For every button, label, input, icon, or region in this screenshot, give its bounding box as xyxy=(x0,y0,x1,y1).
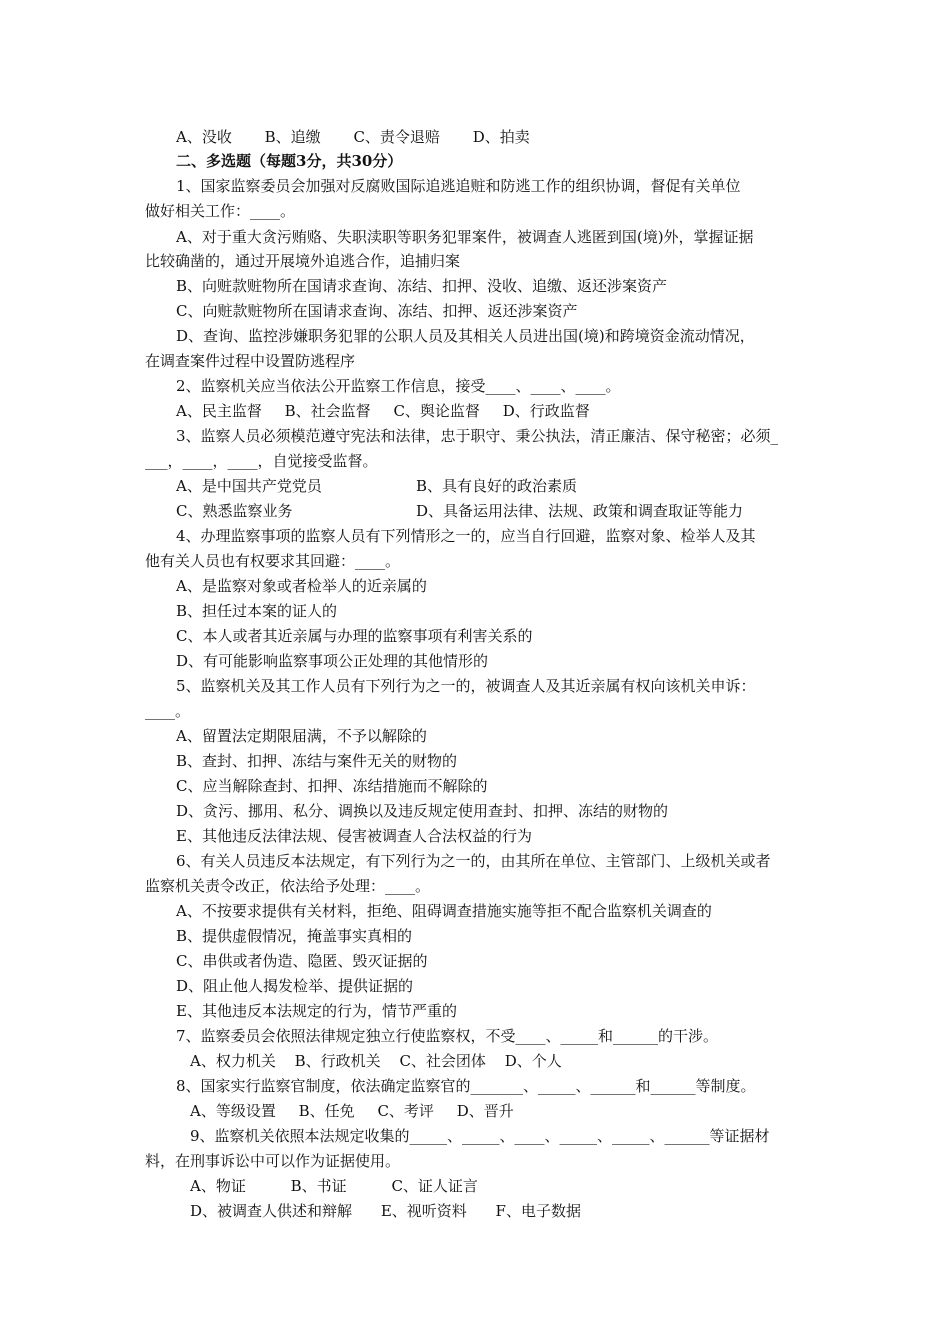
option: A、民主监督 xyxy=(176,402,262,420)
option: C、熟悉监察业务 xyxy=(176,502,293,520)
question-stem: 5、监察机关及其工作人员有下列行为之一的，被调查人及其近亲属有权向该机关申诉： xyxy=(176,677,756,695)
option-row xyxy=(190,1051,832,1071)
option: D、个人 xyxy=(504,1052,562,1070)
option-row xyxy=(190,1101,832,1121)
option-row xyxy=(176,476,832,496)
option: A、留置法定期限届满，不予以解除的 xyxy=(176,727,427,745)
option: A、等级设置 xyxy=(190,1102,276,1120)
option: B、查封、扣押、冻结与案件无关的财物的 xyxy=(176,752,458,770)
option: A、不按要求提供有关材料，拒绝、阻碍调查措施实施等拒不配合监察机关调查的 xyxy=(176,902,712,920)
option: C、向赃款赃物所在国请求查询、冻结、扣押、返还涉案资产 xyxy=(176,302,578,320)
option: B、向赃款赃物所在国请求查询、冻结、扣押、没收、追缴、返还涉案资产 xyxy=(176,277,668,295)
option: D、阻止他人揭发检举、提供证据的 xyxy=(176,977,414,995)
question-stem-cont: 料，在刑事诉讼中可以作为证据使用。 xyxy=(145,1152,401,1170)
option: D、晋升 xyxy=(456,1102,514,1120)
option: A、权力机关 xyxy=(190,1052,276,1070)
question-stem-cont: 监察机关责令改正，依法给予处理：____。 xyxy=(145,877,431,895)
option: A、是中国共产党党员 xyxy=(176,477,322,495)
option: A、物证 xyxy=(190,1177,246,1195)
option: B、书证 xyxy=(290,1177,347,1195)
option: C、证人证言 xyxy=(391,1177,478,1195)
option: B、行政机关 xyxy=(294,1052,381,1070)
option: E、视听资料 xyxy=(380,1202,467,1220)
option: D、被调查人供述和辩解 xyxy=(190,1202,353,1220)
question-stem-cont: ____。 xyxy=(145,702,191,720)
option: C、责令退赔 xyxy=(353,128,440,146)
prev-question-options xyxy=(176,127,832,147)
question-stem: 6、有关人员违反本法规定，有下列行为之一的，由其所在单位、主管部门、上级机关或者 xyxy=(176,852,771,870)
option: C、社会团体 xyxy=(399,1052,486,1070)
option: A、没收 xyxy=(176,128,232,146)
option-row xyxy=(176,501,832,521)
question-stem: 7、监察委员会依照法律规定独立行使监察权，不受____、_____和______的干涉。 xyxy=(176,1027,719,1045)
question-stem-cont: 做好相关工作：____。 xyxy=(145,202,296,220)
option-row xyxy=(190,1176,832,1196)
option: D、行政监督 xyxy=(502,402,590,420)
option: B、提供虚假情况，掩盖事实真相的 xyxy=(176,927,413,945)
option: B、担任过本案的证人的 xyxy=(176,602,338,620)
question-stem: 9、监察机关依照本法规定收集的_____、_____、____、_____、_____、______等证据材 xyxy=(190,1127,770,1145)
question-stem: 2、监察机关应当依法公开监察工作信息，接受____、____、____。 xyxy=(176,377,621,395)
question-stem: 4、办理监察事项的监察人员有下列情形之一的，应当自行回避，监察对象、检举人及其 xyxy=(176,527,756,545)
option: B、社会监督 xyxy=(284,402,371,420)
option: F、电子数据 xyxy=(495,1202,581,1220)
option: D、拍卖 xyxy=(472,128,530,146)
option: C、应当解除查封、扣押、冻结措施而不解除的 xyxy=(176,777,488,795)
option: C、串供或者伪造、隐匿、毁灭证据的 xyxy=(176,952,428,970)
option: B、具有良好的政治素质 xyxy=(416,477,578,495)
section-title: 二、多选题（每题3分，共30分） xyxy=(176,152,403,170)
option: C、舆论监督 xyxy=(393,402,480,420)
question-stem: 3、监察人员必须模范遵守宪法和法律，忠于职守、秉公执法，清正廉洁、保守秘密；必须_ xyxy=(176,427,779,445)
question-stem: 1、国家监察委员会加强对反腐败国际追逃追赃和防逃工作的组织协调，督促有关单位 xyxy=(176,177,741,195)
option: C、考评 xyxy=(377,1102,434,1120)
option-row xyxy=(190,1201,832,1221)
option: B、追缴 xyxy=(264,128,321,146)
option: A、对于重大贪污贿赂、失职渎职等职务犯罪案件，被调查人逃匿到国(境)外，掌握证据 xyxy=(176,228,754,246)
option: C、本人或者其近亲属与办理的监察事项有利害关系的 xyxy=(176,627,533,645)
question-stem-cont: ___，____，____，自觉接受监督。 xyxy=(145,452,378,470)
option-cont: 在调查案件过程中设置防逃程序 xyxy=(145,352,356,370)
question-stem: 8、国家实行监察官制度，依法确定监察官的_______、_____、______和______等制度。 xyxy=(176,1077,756,1095)
option-row xyxy=(176,401,832,421)
option: B、任免 xyxy=(298,1102,355,1120)
option-cont: 比较确凿的，通过开展境外追逃合作，追捕归案 xyxy=(145,252,461,270)
option: D、查询、监控涉嫌职务犯罪的公职人员及其相关人员进出国(境)和跨境资金流动情况， xyxy=(176,327,755,345)
option: D、具备运用法律、法规、政策和调查取证等能力 xyxy=(416,502,744,520)
option: E、其他违反本法规定的行为，情节严重的 xyxy=(176,1002,457,1020)
option: D、有可能影响监察事项公正处理的其他情形的 xyxy=(176,652,489,670)
option: A、是监察对象或者检举人的近亲属的 xyxy=(176,577,427,595)
question-stem-cont: 他有关人员也有权要求其回避：____。 xyxy=(145,552,401,570)
option: E、其他违反法律法规、侵害被调查人合法权益的行为 xyxy=(176,827,532,845)
option: D、贪污、挪用、私分、调换以及违反规定使用查封、扣押、冻结的财物的 xyxy=(176,802,669,820)
